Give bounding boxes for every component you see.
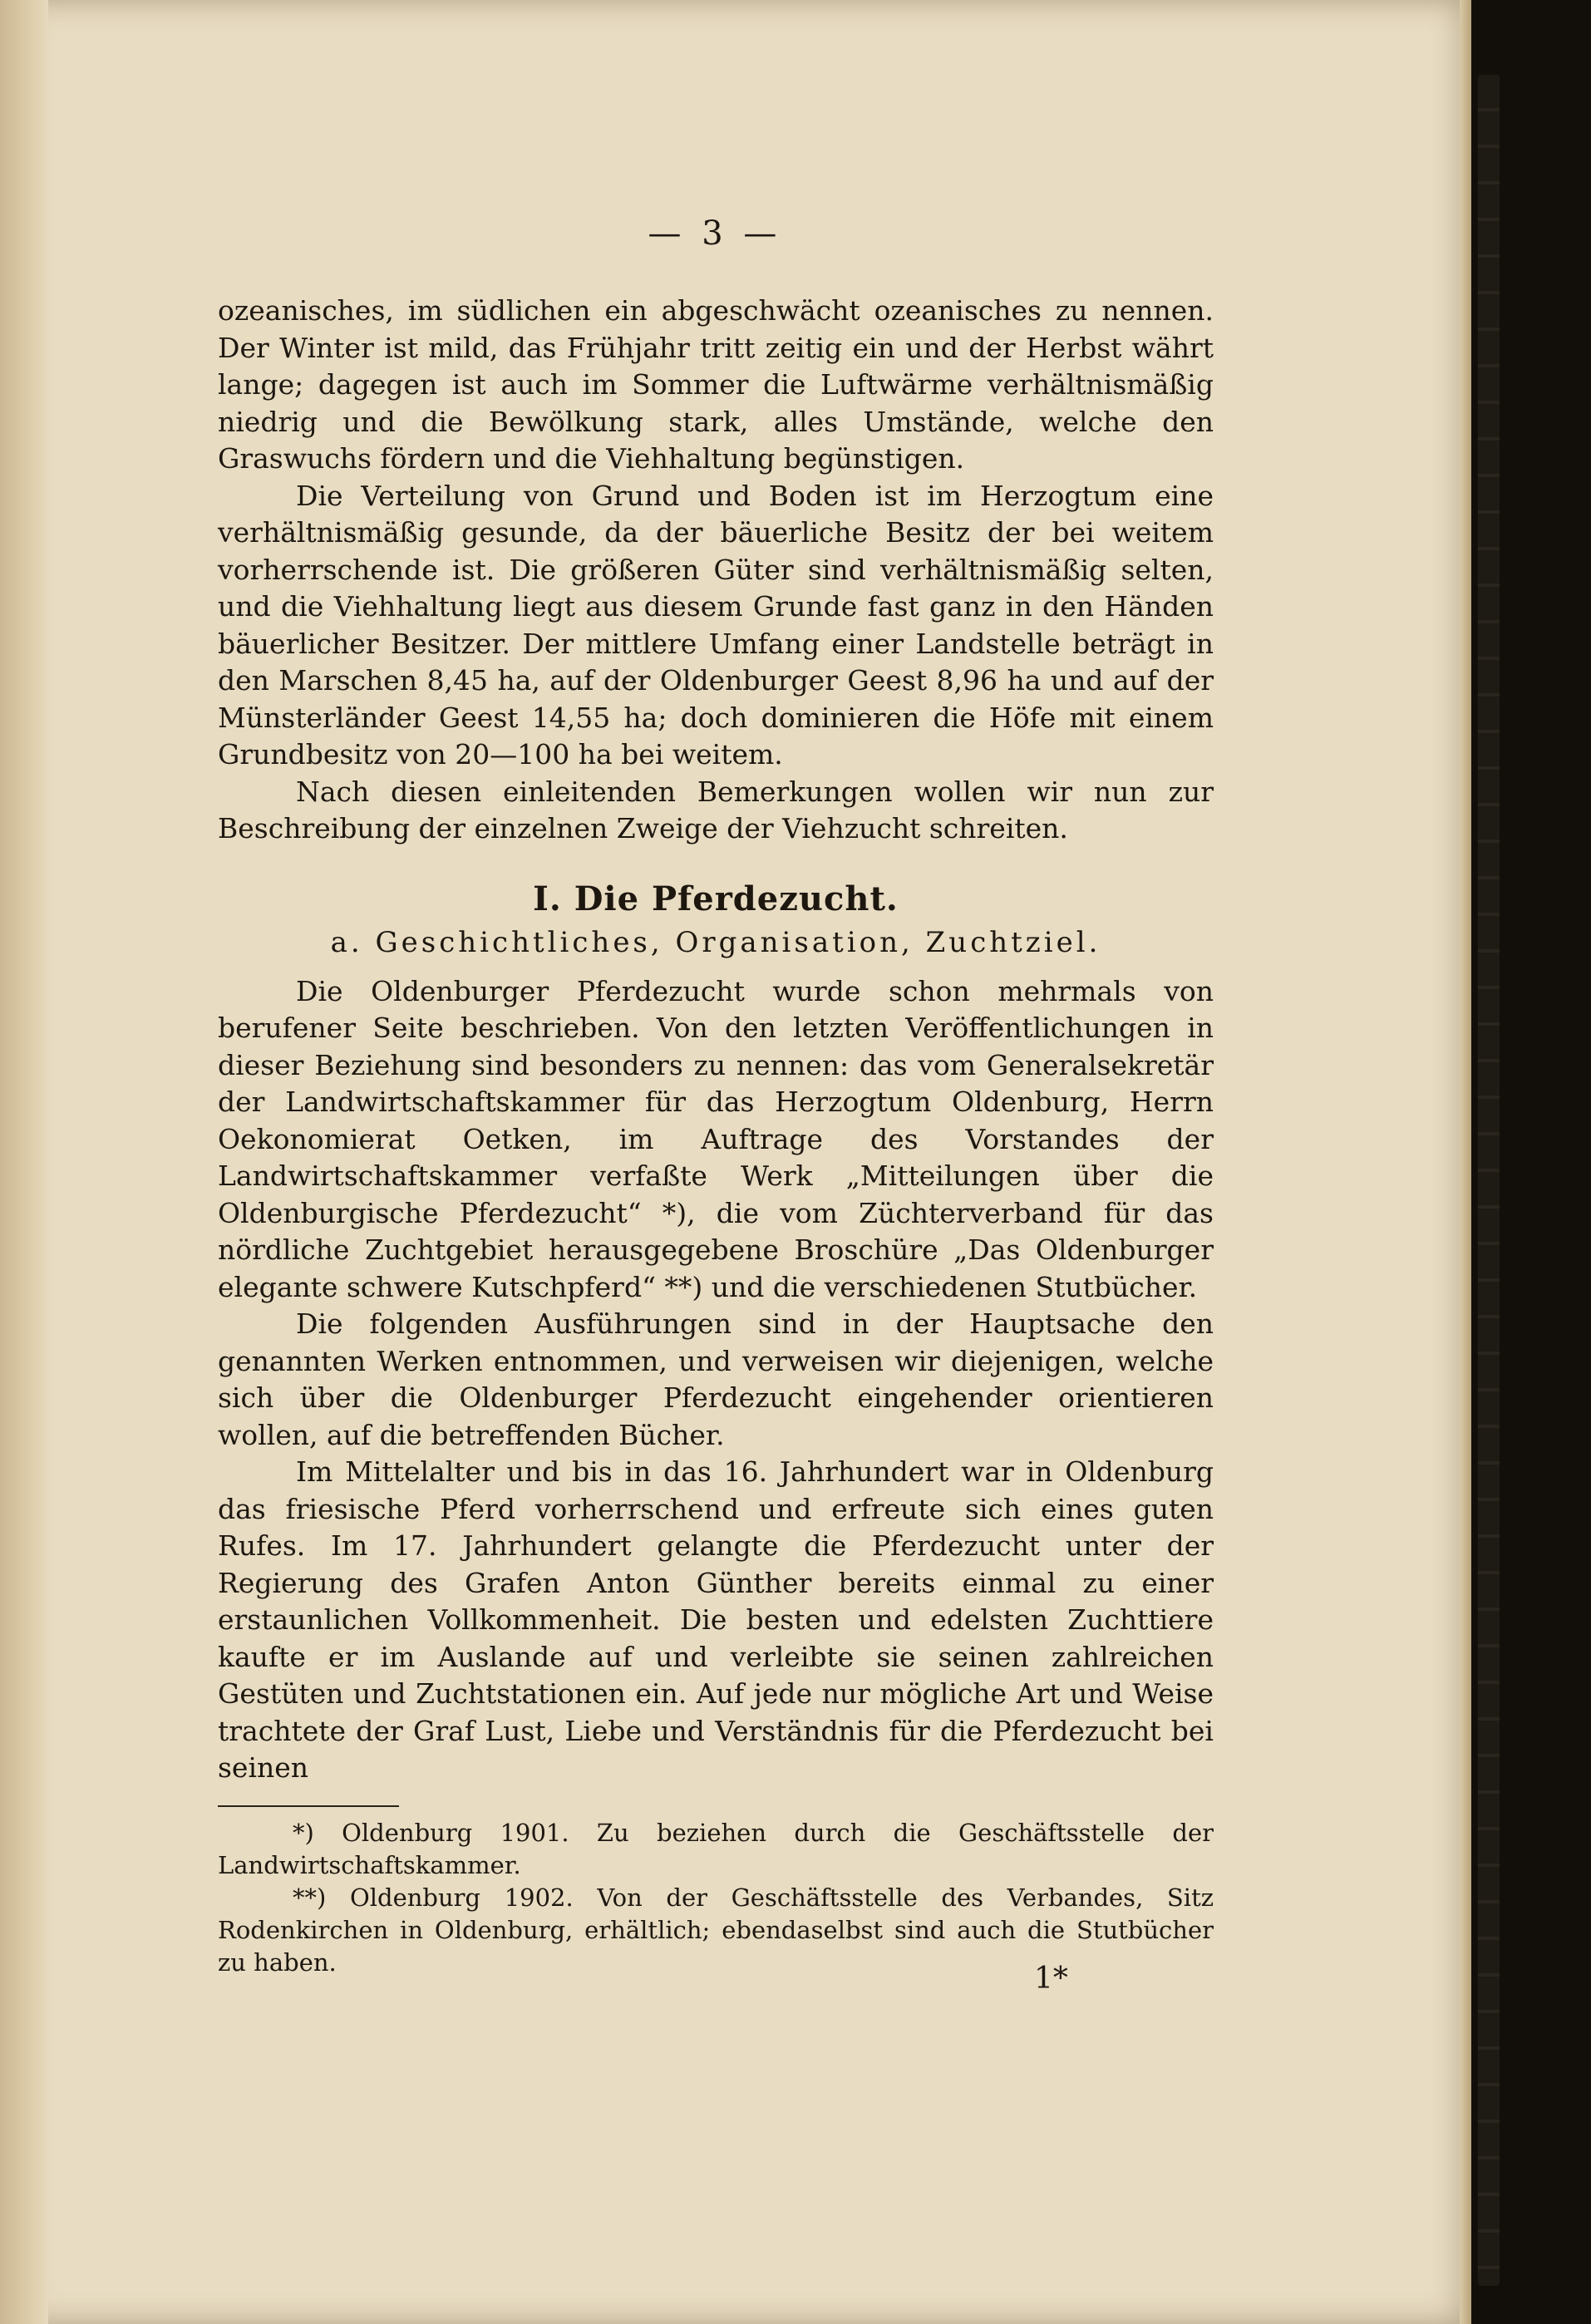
footnotes bbox=[218, 1817, 1214, 1979]
book-spine-shadow bbox=[0, 0, 48, 2324]
paragraph-6: Im Mittelalter und bis in das 16. Jahrhundert war in Oldenburg das friesische Pferd vorherrschend und erfreute sich eines guten Rufes. Im 17. Jahrhundert gelangte die Pferdezucht unter der Regierung des Grafen Anton Günther bereits einmal zu einer erstaunlichen Vollkommenheit. Die besten und edelsten Zuchttiere kaufte er im Auslande auf und verleibte sie seinen zahlreichen Gestüten und Zuchtstationen ein. Auf jede nur mögliche Art und Weise trachtete der Graf Lust, Liebe und Verständnis für die Pferdezucht bei seinen bbox=[218, 1455, 1214, 1784]
footnote-2: **) Oldenburg 1902. Von der Geschäftsstelle des Verbandes, Sitz Rodenkirchen in Oldenburg, erhältlich; ebendaselbst sind auch die Stutbücher zu haben. bbox=[218, 1883, 1214, 1977]
signature-mark: 1* bbox=[1034, 1962, 1068, 1996]
paragraph-4: Die Oldenburger Pferdezucht wurde schon mehrmals von berufener Seite beschrieben. Von den letzten Veröffentlichungen in dieser Beziehung sind besonders zu nennen: das vom Generalsekretär der Landwirtschaftskammer für das Herzogtum Oldenburg, Herrn Oekonomierat Oetken, im Auftrage des Vorstandes der Landwirtschaftskammer verfaßte Werk „Mitteilungen über die Oldenburgische Pferdezucht“ *), die vom Züchterverband für das nördliche Zuchtgebiet herausgegebene Broschüre „Das Oldenburger elegante schwere Kutschpferd“ **) und die verschiedenen Stutbücher. bbox=[218, 974, 1214, 1303]
footnote-1: *) Oldenburg 1901. Zu beziehen durch die Geschäftsstelle der Landwirtschaftskammer. bbox=[218, 1819, 1214, 1879]
book-cover-edge bbox=[1478, 75, 1500, 2286]
page-number: — 3 — bbox=[648, 214, 782, 253]
section-subheading: a. Geschichtliches, Organisation, Zuchtziel. bbox=[330, 926, 1101, 959]
page-edge bbox=[1460, 0, 1471, 2324]
footnote-rule bbox=[218, 1805, 399, 1807]
paragraph-3: Nach diesen einleitenden Bemerkungen wollen wir nun zur Beschreibung der einzelnen Zweige der Viehzucht schreiten. bbox=[218, 775, 1214, 844]
paragraph-5: Die folgenden Ausführungen sind in der Hauptsache den genannten Werken entnommen, und verweisen wir diejenigen, welche sich über die Oldenburger Pferdezucht eingehender orientieren wollen, auf die betreffenden Bücher. bbox=[218, 1307, 1214, 1451]
section-heading: I. Die Pferdezucht. bbox=[533, 879, 899, 918]
paragraph-2: Die Verteilung von Grund und Boden ist im Herzogtum eine verhältnismäßig gesunde, da der bäuerliche Besitz der bei weitem vorherrschende ist. Die größeren Güter sind verhältnismäßig selten, und die Viehhaltung liegt aus diesem Grunde fast ganz in den Händen bäuerlicher Besitzer. Der mittlere Umfang einer Landstelle beträgt in den Marschen 8,45 ha, auf der Oldenburger Geest 8,96 ha und auf der Münsterländer Geest 14,55 ha; doch dominieren die Höfe mit einem Grundbesitz von 20—100 ha bei weitem. bbox=[218, 479, 1214, 771]
paragraph-1: ozeanisches, im südlichen ein abgeschwächt ozeanisches zu nennen. Der Winter ist mild, das Frühjahr tritt zeitig ein und der Herbst währt lange; dagegen ist auch im Sommer die Luftwärme verhältnismäßig niedrig und die Bewölkung stark, alles Umstände, welche den Graswuchs fördern und die Viehhaltung begünstigen. bbox=[218, 294, 1214, 475]
body-text bbox=[218, 293, 1214, 1787]
